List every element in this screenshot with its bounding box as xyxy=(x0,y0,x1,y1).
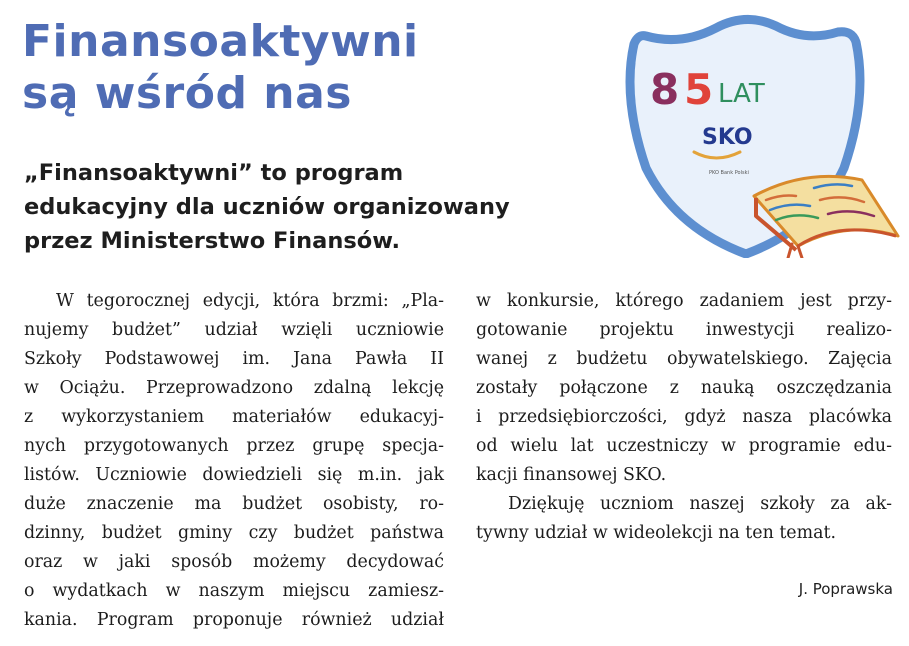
text-column-left xyxy=(24,287,444,635)
title-line: są wśród nas xyxy=(22,68,352,119)
lead-line: edukacyjny dla uczniów organizowany xyxy=(24,194,510,220)
paragraph-1-part-2 xyxy=(476,287,892,490)
body-line: o wydatkach w naszym miejscu zamiesz- xyxy=(24,581,444,601)
body-line: w konkursie, którego zadaniem jest przy- xyxy=(476,291,892,311)
body-line: Szkoły Podstawowej im. Jana Pawła II xyxy=(24,349,444,369)
article-lead xyxy=(24,156,510,258)
text-column-right xyxy=(476,287,892,548)
author-signature: J. Poprawska xyxy=(798,580,893,598)
body-line: oraz w jaki sposób możemy decydować xyxy=(24,552,444,572)
body-line: duże znaczenie ma budżet osobisty, ro- xyxy=(24,494,444,514)
paragraph-2 xyxy=(476,490,892,548)
article-title xyxy=(22,16,419,120)
body-line: Dziękuję uczniom naszej szkoły za ak- xyxy=(508,494,892,514)
open-book-icon xyxy=(754,176,898,258)
body-line: kacji finansowej SKO. xyxy=(476,465,667,485)
lead-line: przez Ministerstwo Finansów. xyxy=(24,228,401,254)
logo-sko-text: SKO xyxy=(702,125,753,150)
sko-85-lat-logo xyxy=(606,8,906,258)
body-line: od wielu lat uczestniczy w programie edu- xyxy=(476,436,892,456)
body-line: W tegorocznej edycji, która brzmi: „Pla- xyxy=(56,291,444,311)
body-line: dzinny, budżet gminy czy budżet państwa xyxy=(24,523,444,543)
sko-logo-graphic xyxy=(606,8,906,258)
title-line: Finansoaktywni xyxy=(22,16,419,67)
body-line: tywny udział w wideolekcji na ten temat. xyxy=(476,523,836,543)
logo-lat-text: LAT xyxy=(718,79,765,109)
body-line: listów. Uczniowie dowiedzieli się m.in. jak xyxy=(24,465,444,485)
logo-digit-eight: 8 xyxy=(650,65,680,114)
body-line: nujemy budżet” udział wzięli uczniowie xyxy=(24,320,444,340)
logo-digit-five: 5 xyxy=(684,65,714,114)
body-line: nych przygotowanych przez grupę specja- xyxy=(24,436,444,456)
body-line: z wykorzystaniem materiałów edukacyj- xyxy=(24,407,444,427)
body-line: w Ociążu. Przeprowadzono zdalną lekcję xyxy=(24,378,444,398)
body-line: i przedsiębiorczości, gdyż nasza placówka xyxy=(476,407,892,427)
logo-caption: PKO Bank Polski xyxy=(709,170,749,176)
body-line: gotowanie projektu inwestycji realizo- xyxy=(476,320,892,340)
lead-line: „Finansoaktywni” to program xyxy=(24,160,404,186)
body-line: kania. Program proponuje również udział xyxy=(24,610,444,630)
body-line: wanej z budżetu obywatelskiego. Zajęcia xyxy=(476,349,892,369)
body-line: zostały połączone z nauką oszczędzania xyxy=(476,378,892,398)
paragraph-1-part-1 xyxy=(24,287,444,635)
